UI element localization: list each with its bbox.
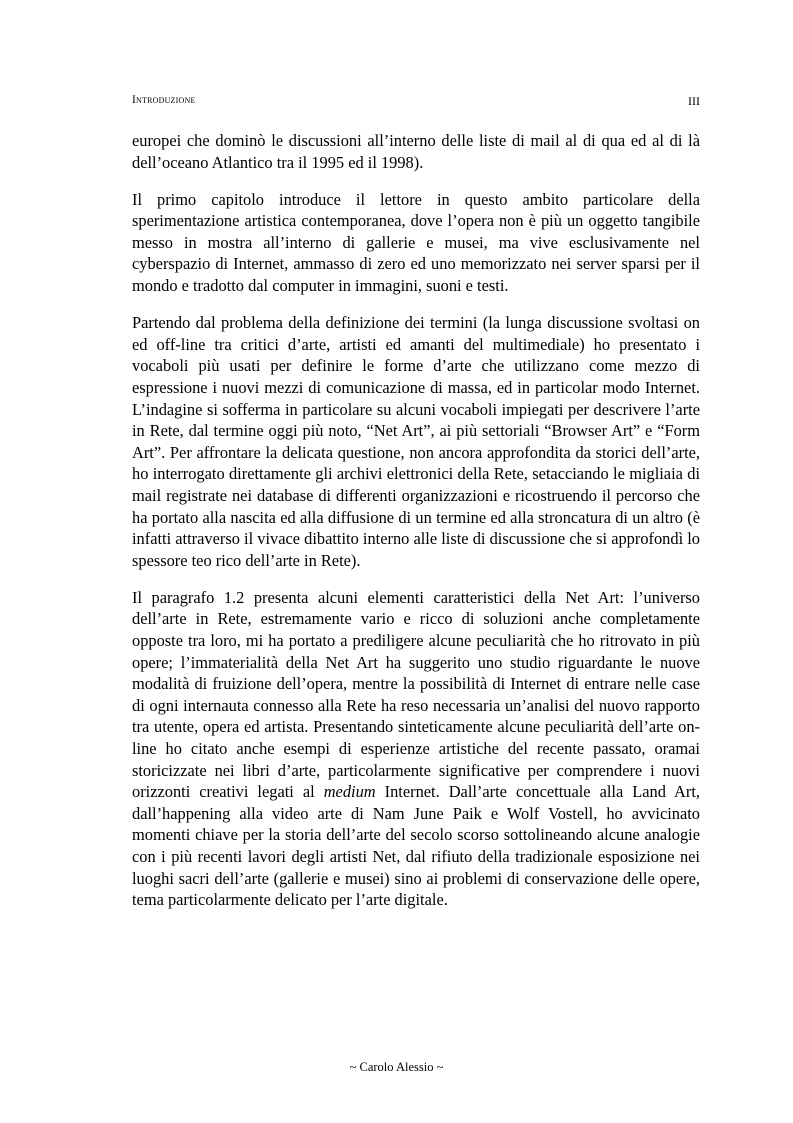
paragraph-4	[132, 587, 700, 911]
paragraph-4-text-before: Il paragrafo 1.2 presenta alcuni elementi caratteristici della Net Art: l’universo dell’arte in Rete, estremamente vario e ricco di soluzioni anche completamente opposte tra loro, mi ha portato a prediligere alcune peculiarità che ho ritrovato in più opere; l’immaterialità della Net Art ha suggerito uno studio riguardante le nuove modalità di fruizione dell’opera, mentre la possibilità di Internet di entrare nelle case di ogni internauta connesso alla Rete ha reso necessaria un’analisi del nuovo rapporto tra utente, opera ed artista. Presentando sinteticamente alcune peculiarità dell’arte on-line ho citato anche esempi di esperienze artistiche del recente passato, oramai storicizzate nei libri d’arte, particolarmente significative per comprendere i nuovi orizzonti creativi legati al	[132, 587, 700, 802]
document-body	[132, 130, 700, 926]
paragraph-1: europei che dominò le discussioni all’interno delle liste di mail al di qua ed al di là dell’oceano Atlantico tra il 1995 ed il 1998).	[132, 131, 700, 172]
page-number: III	[688, 94, 700, 108]
paragraph-2: Il primo capitolo introduce il lettore in questo ambito particolare della sperimentazione artistica contemporanea, dove l’opera non è più un oggetto tangibile messo in mostra all’interno di gallerie e musei, ma vive esclusivamente nel cyberspazio di Internet, ammasso di zero ed uno memorizzato nei server sparsi per il mondo e tradotto dal computer in immagini, suoni e testi.	[132, 189, 700, 296]
paragraph-4-italic-term: medium	[323, 782, 376, 802]
running-head-title: Introduzione	[132, 94, 196, 106]
paragraph-4-text-after: Internet. Dall’arte concettuale alla Land Art, dall’happening alla video arte di Nam June Paik e Wolf Vostell, ho avvicinato momenti chiave per la storia dell’arte del secolo scorso sottolineando alcune analogie con i più recenti lavori degli artisti Net, dal rifiuto della tradizionale esposizione nei luoghi sacri dell’arte (gallerie e musei) sino ai problemi di conservazione delle opere, tema particolarmente delicato per l’arte digitale.	[132, 782, 700, 910]
page-header	[132, 94, 700, 112]
page-footer: ~ Carolo Alessio ~	[349, 1060, 444, 1074]
paragraph-3: Partendo dal problema della definizione dei termini (la lunga discussione svoltasi on ed off-line tra critici d’arte, artisti ed amanti del multimediale) ho presentato i vocaboli più usati per definire le forme d’arte che utilizzano come mezzo di espressione i nuovi mezzi di comunicazione di massa, ed in particolar modo Internet. L’indagine si sofferma in particolare su alcuni vocaboli impiegati per descrivere l’arte in Rete, dal termine oggi più noto, “Net Art”, ai più settoriali “Browser Art” e “Form Art”. Per affrontare la delicata questione, non ancora approfondita da storici dell’arte, ho interrogato direttamente gli archivi elettronici della Rete, setacciando le migliaia di mail registrate nei database di differenti organizzazioni e ricostruendo il percorso che ha portato alla nascita ed alla diffusione di un termine ed alla stroncatura di un altro (è infatti attraverso il vivace dibattito interno alle liste di discussione che si approfondì lo spessore teo rico dell’arte in Rete).	[132, 313, 700, 570]
